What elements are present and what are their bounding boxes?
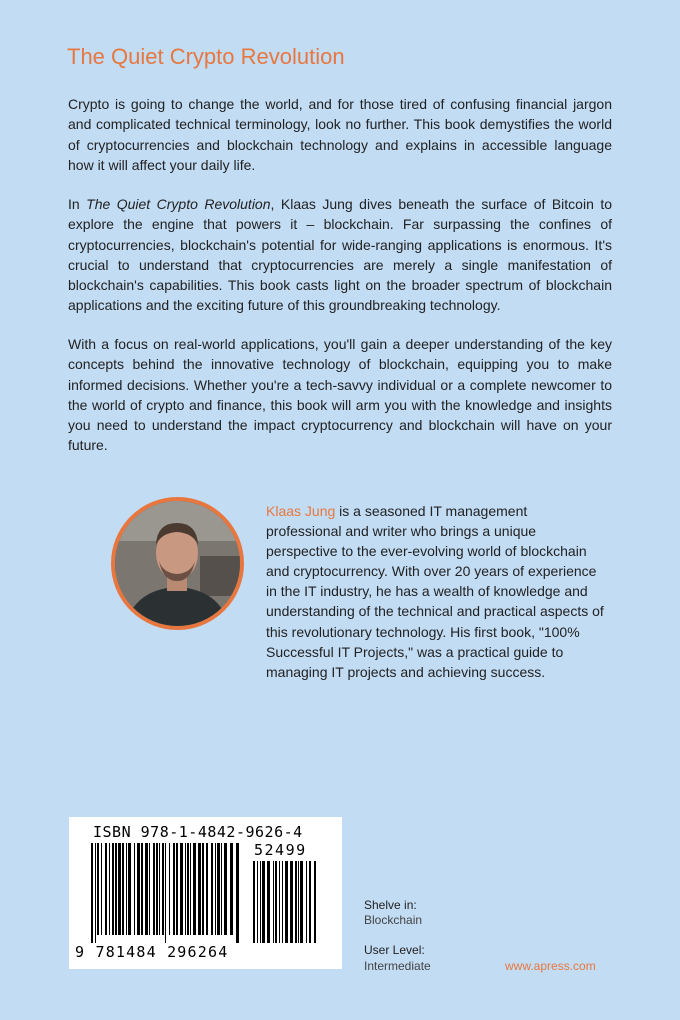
barcode-bar: [95, 843, 96, 943]
barcode-bar: [180, 843, 183, 935]
book-title: The Quiet Crypto Revolution: [67, 44, 345, 69]
barcode-bar: [105, 843, 107, 935]
barcode-bar: [290, 861, 293, 943]
price-code: 52499: [254, 841, 307, 859]
barcode-bar: [224, 843, 227, 935]
barcode-bar: [187, 843, 189, 935]
barcode-bar: [215, 843, 216, 935]
description-paragraph-3: With a focus on real-world applications, you'll gain a deeper understanding of the key concepts behind the innovative technology of blockchain, equipping you to make informed decisions. Whether you're a tech-savvy individual or a complete newcomer to the world of crypto and finance, this book will arm you with the knowledge and insights you need to understand the impact cryptocurrency and blockchain will have on your future.: [68, 336, 612, 454]
barcode-bars: [91, 843, 243, 943]
barcode-addon-bars: [253, 861, 319, 943]
barcode-bar: [162, 843, 164, 935]
p2-prefix: In: [68, 196, 87, 212]
barcode-bar: [282, 861, 283, 943]
barcode-bar: [159, 843, 160, 935]
barcode-bar: [185, 843, 186, 935]
barcode-bar: [267, 861, 270, 943]
author-bio-text: is a seasoned IT management professional and writer who brings a unique perspective to the ever-evolving world of blockchain and cryptocurrency. With over 20 years of experience in the IT industry, he has a wealth of knowledge and understanding of the technical and practical aspects of this revolutionary technology. His first book, "100% Successful IT Projects," was a practical guide to managing IT projects and achieving success.: [266, 503, 604, 680]
barcode-bar: [314, 861, 316, 943]
barcode-bar: [190, 843, 191, 935]
barcode-bar: [257, 861, 258, 943]
barcode-bar: [97, 843, 99, 935]
publisher-website: www.apress.com: [505, 959, 596, 973]
barcode-bar: [309, 861, 311, 943]
barcode-bar: [230, 843, 233, 935]
barcode-bar: [211, 843, 213, 935]
barcode-bar: [153, 843, 155, 935]
barcode-bar: [279, 861, 280, 943]
description-paragraph-2: [68, 194, 612, 316]
p2-book-title: The Quiet Crypto Revolution: [86, 196, 271, 212]
barcode-bar: [165, 843, 166, 943]
barcode-bar: [275, 861, 277, 943]
barcode-bar: [273, 861, 274, 943]
barcode-bar: [128, 843, 131, 935]
barcode-bar: [202, 843, 204, 935]
barcode-digits: 9 781484 296264: [75, 943, 229, 961]
barcode-bar: [145, 843, 148, 935]
barcode-bar: [141, 843, 143, 935]
barcode-bar: [295, 861, 297, 943]
barcode-bar: [262, 861, 265, 943]
barcode-bar: [101, 843, 102, 935]
barcode-bar: [198, 843, 201, 935]
barcode-bar: [260, 861, 261, 943]
barcode-bar: [193, 843, 196, 935]
barcode-bar: [236, 843, 239, 943]
barcode-bar: [169, 843, 170, 935]
author-name: Klaas Jung: [266, 503, 336, 519]
barcode-bar: [91, 843, 93, 943]
barcode-bar: [306, 861, 307, 943]
author-portrait-icon: [115, 501, 240, 626]
barcode-bar: [173, 843, 175, 935]
barcode-bar: [118, 843, 121, 935]
shelve-label: Shelve in:: [364, 898, 417, 912]
description-paragraph-1: Crypto is going to change the world, and for those tired of confusing financial jargon and complicated technical terminology, look no further. This book demystifies the world of cryptocurrencies and blockchain technology and explains in accessible language how it will affect your daily life.: [68, 96, 612, 173]
barcode-bar: [112, 843, 114, 935]
author-bio: [266, 501, 606, 682]
barcode-bar: [217, 843, 220, 935]
barcode-bar: [122, 843, 124, 935]
barcode-bar: [156, 843, 158, 935]
barcode-bar: [285, 861, 288, 943]
user-level-label: User Level:: [364, 943, 425, 957]
barcode-bar: [221, 843, 222, 935]
author-photo: [111, 497, 244, 630]
user-level-value: Intermediate: [364, 959, 431, 973]
barcode-bar: [206, 843, 208, 935]
p2-rest: , Klaas Jung dives beneath the surface of Bitcoin to explore the engine that powers it – blockchain. Far surpassing the confines of cryptocurrencies, blockchain's potential for wide-ranging applications is enormous. It's crucial to understand that cryptocurrencies are merely a single manifestation of blockchain's capabilities. This book casts light on the broader spectrum of blockchain applications and the exciting future of this groundbreaking technology.: [68, 196, 612, 314]
barcode-bar: [134, 843, 135, 935]
isbn-number: ISBN 978-1-4842-9626-4: [93, 823, 303, 841]
barcode-bar: [126, 843, 127, 935]
barcode-bar: [300, 861, 303, 943]
barcode-bar: [149, 843, 150, 935]
barcode-bar: [109, 843, 110, 935]
shelve-value: Blockchain: [364, 913, 423, 927]
barcode-bar: [176, 843, 178, 935]
barcode-bar: [253, 861, 255, 943]
barcode-bar: [298, 861, 299, 943]
barcode-bar: [115, 843, 117, 935]
isbn-barcode: [69, 817, 342, 969]
barcode-bar: [137, 843, 140, 935]
